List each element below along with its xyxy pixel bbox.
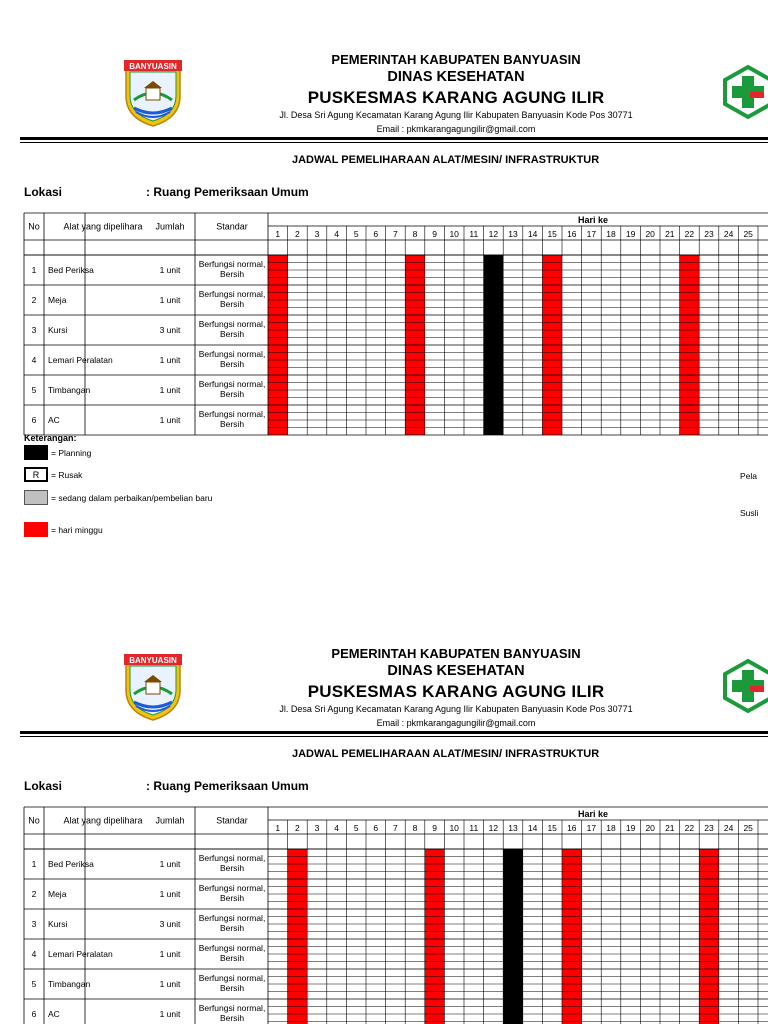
row-no: 6 [31,415,37,425]
day-number: 4 [334,229,339,239]
day-number: 6 [373,823,379,833]
row-qty: 1 unit [159,385,181,395]
document-title: JADWAL PEMELIHARAAN ALAT/MESIN/ INFRASTRUKTUR [292,154,600,166]
location-value: : Ruang Pemeriksaan Umum [146,779,309,793]
row-standard-line-2: Bersih [219,269,245,279]
day-number: 7 [393,823,398,833]
day-number: 5 [353,229,359,239]
row-no: 2 [31,295,37,305]
row-standard-line-2: Bersih [219,923,245,933]
row-item: Kursi [48,325,68,335]
row-standard-line-2: Bersih [219,863,245,873]
row-no: 4 [31,355,37,365]
day-number: 23 [704,229,714,239]
header-qty: Jumlah [155,815,185,826]
row-item: Bed Periksa [48,265,94,275]
row-qty: 1 unit [159,889,181,899]
row-item: Timbangan [48,979,91,989]
row-standard-line-1: Berfungsi normal, [198,409,266,419]
row-item: AC [48,1009,60,1019]
puskesmas-name: PUSKESMAS KARANG AGUNG ILIR [307,682,605,701]
row-item: Meja [48,295,67,305]
row-standard-line-2: Bersih [219,1013,245,1023]
legend-planning [24,445,91,460]
day-number: 5 [353,823,359,833]
row-no: 1 [31,265,37,275]
location-label: Lokasi [24,779,63,793]
row-standard-line-1: Berfungsi normal, [198,289,266,299]
day-number: 1 [275,823,281,833]
day-number: 22 [684,823,695,833]
legend-repair-label: = sedang dalam perbaikan/pembelian baru [51,492,213,503]
sunday-swatch [24,522,48,537]
day-number: 12 [488,823,499,833]
maintenance-schedule-table [0,594,768,1024]
day-number: 15 [547,823,557,833]
day-number: 3 [314,229,320,239]
row-standard-line-2: Bersih [219,953,245,963]
address-line: Jl. Desa Sri Agung Kecamatan Karang Agung Ilir Kabupaten Banyuasin Kode Pos 30771 [279,110,633,120]
day-number: 10 [449,229,459,239]
row-standard-line-1: Berfungsi normal, [198,853,266,863]
day-number: 8 [412,823,418,833]
day-number: 8 [412,229,418,239]
day-number: 17 [586,229,597,239]
schedule-sheet-2 [0,594,768,1024]
department-name: DINAS KESEHATAN [387,663,525,679]
header-standard: Standar [216,815,248,826]
row-standard-line-1: Berfungsi normal, [198,259,266,269]
row-standard-line-1: Berfungsi normal, [198,973,266,983]
location-label: Lokasi [24,185,63,199]
row-standard-line-2: Bersih [219,893,245,903]
row-qty: 1 unit [159,415,181,425]
sunday-column [425,849,445,1024]
row-item: Meja [48,889,67,899]
row-no: 1 [31,859,37,869]
legend-rusak-label: = Rusak [51,469,83,480]
header-item: Alat yang dipelihara [63,815,143,826]
day-number: 19 [625,823,636,833]
legend-title: Keterangan: [24,433,77,443]
day-number: 13 [508,823,518,833]
row-item: Lemari Peralatan [48,949,113,959]
day-number: 24 [723,823,734,833]
day-number: 20 [645,229,655,239]
day-number: 16 [567,823,577,833]
day-number: 16 [567,229,577,239]
row-qty: 1 unit [159,859,181,869]
repair-swatch [24,490,48,505]
signature-line-1: Pela [740,471,758,481]
day-number: 3 [314,823,320,833]
row-standard-line-2: Bersih [219,329,245,339]
header-qty: Jumlah [155,221,185,232]
government-name: PEMERINTAH KABUPATEN BANYUASIN [331,646,581,661]
sunday-column [562,849,582,1024]
row-standard-line-2: Bersih [219,389,245,399]
email-line: Email : pkmkarangagungilir@gmail.com [376,718,536,728]
row-qty: 1 unit [159,1009,181,1019]
day-number: 25 [743,229,753,239]
row-item: Timbangan [48,385,91,395]
day-number: 23 [704,823,714,833]
row-standard-line-2: Bersih [219,419,245,429]
day-number: 10 [449,823,459,833]
emblem-banner-text: BANYUASIN [129,62,177,71]
row-standard-line-1: Berfungsi normal, [198,913,266,923]
row-standard-line-1: Berfungsi normal, [198,349,266,359]
legend-repair [24,490,212,505]
header-days: Hari ke [577,215,609,225]
legend-sunday [24,522,103,537]
row-no: 3 [31,325,37,335]
puskesmas-name: PUSKESMAS KARANG AGUNG ILIR [307,88,605,107]
row-standard-line-1: Berfungsi normal, [198,379,266,389]
legend-planning-label: = Planning [51,447,92,458]
row-no: 3 [31,919,37,929]
day-number: 1 [275,229,281,239]
day-number: 2 [295,823,300,833]
row-item: AC [48,415,60,425]
sunday-column [288,849,308,1024]
day-number: 21 [665,229,675,239]
day-number: 11 [469,823,479,833]
day-number: 25 [743,823,753,833]
row-item: Bed Periksa [48,859,94,869]
row-qty: 1 unit [159,949,181,959]
planning-column [503,849,523,1024]
day-number: 9 [432,823,437,833]
day-number: 17 [586,823,597,833]
government-name: PEMERINTAH KABUPATEN BANYUASIN [331,52,581,67]
document-title: JADWAL PEMELIHARAAN ALAT/MESIN/ INFRASTRUKTUR [292,748,600,760]
signature-line-2: Susli [740,508,759,518]
day-number: 6 [373,229,379,239]
location-value: : Ruang Pemeriksaan Umum [146,185,309,199]
row-no: 5 [31,385,37,395]
day-number: 14 [527,229,538,239]
day-number: 18 [606,229,616,239]
day-number: 20 [645,823,655,833]
day-number: 4 [334,823,339,833]
day-number: 21 [665,823,675,833]
maintenance-schedule-table [0,0,768,500]
department-name: DINAS KESEHATAN [387,69,525,85]
day-number: 12 [488,229,499,239]
sunday-column [699,849,719,1024]
row-standard-line-2: Bersih [219,983,245,993]
address-line: Jl. Desa Sri Agung Kecamatan Karang Agung Ilir Kabupaten Banyuasin Kode Pos 30771 [279,704,633,714]
header-standard: Standar [216,221,248,232]
day-number: 19 [625,229,636,239]
day-number: 24 [723,229,734,239]
day-number: 7 [393,229,398,239]
email-line: Email : pkmkarangagungilir@gmail.com [376,124,536,134]
row-standard-line-2: Bersih [219,359,245,369]
planning-swatch [24,445,48,460]
row-qty: 1 unit [159,295,181,305]
day-number: 22 [684,229,695,239]
row-qty: 1 unit [159,355,181,365]
header-no: No [28,221,40,232]
row-standard-line-1: Berfungsi normal, [198,1003,266,1013]
header-item: Alat yang dipelihara [63,221,143,232]
row-standard-line-2: Bersih [219,299,245,309]
header-days: Hari ke [577,809,609,819]
emblem-banner-text: BANYUASIN [129,656,177,665]
row-no: 6 [31,1009,37,1019]
header-no: No [28,815,40,826]
row-no: 2 [31,889,37,899]
row-no: 5 [31,979,37,989]
row-item: Lemari Peralatan [48,355,113,365]
row-qty: 1 unit [159,265,181,275]
legend-sunday-label: = hari minggu [51,524,103,535]
day-number: 18 [606,823,616,833]
row-item: Kursi [48,919,68,929]
day-number: 2 [295,229,300,239]
legend-rusak [24,467,82,482]
row-standard-line-1: Berfungsi normal, [198,883,266,893]
row-qty: 3 unit [159,325,181,335]
day-number: 11 [469,229,479,239]
day-number: 9 [432,229,437,239]
rusak-swatch: R [24,467,48,482]
row-standard-line-1: Berfungsi normal, [198,943,266,953]
day-number: 14 [527,823,538,833]
row-standard-line-1: Berfungsi normal, [198,319,266,329]
day-number: 15 [547,229,557,239]
day-number: 13 [508,229,518,239]
row-no: 4 [31,949,37,959]
row-qty: 1 unit [159,979,181,989]
row-qty: 3 unit [159,919,181,929]
